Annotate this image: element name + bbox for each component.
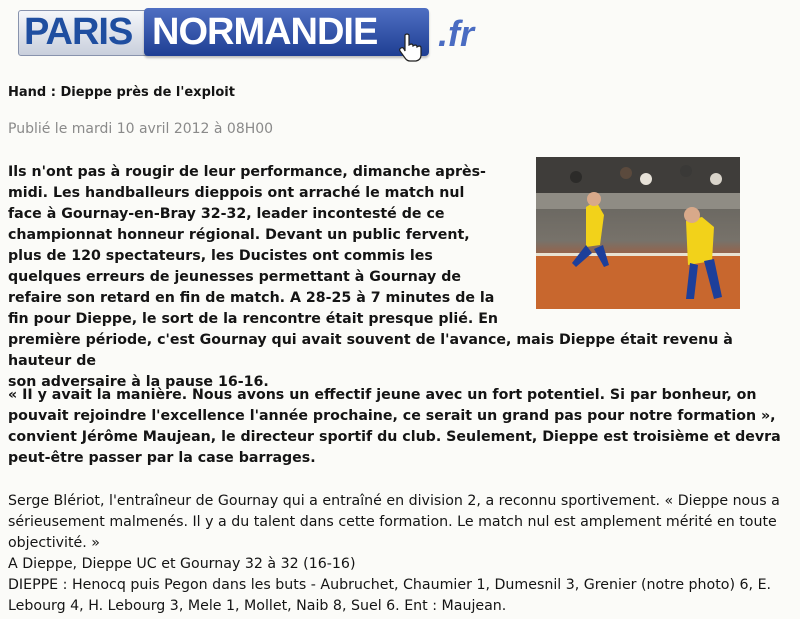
coach-paragraph: Serge Blériot, l'entraîneur de Gournay qui a entraîné en division 2, a reconnu sportivement. « Dieppe nous a sérieusement malmenés. Il y a du talent dans cette formation. Le match nul est amplement mérité en toute objectivité. »	[8, 493, 780, 551]
dieppe-lineup: DIEPPE : Henocq puis Pegon dans les buts - Aubruchet, Chaumier 1, Dumesnil 3, Grenier (notre photo) 6, E. Lebourg 4, H. Lebourg 3, Mele 1, Mollet, Naib 8, Suel 6. Ent : Maujean.	[8, 577, 772, 614]
lead-line: fin pour Dieppe, le sort de la rencontre était presque plié. En	[8, 311, 498, 327]
lead-line: son adversaire à la pause 16-16.	[8, 374, 269, 390]
site-logo[interactable]	[12, 6, 492, 58]
score-line: A Dieppe, Dieppe UC et Gournay 32 à 32 (16-16)	[8, 556, 356, 572]
lead-line: Ils n'ont pas à rougir de leur performance, dimanche après-	[8, 164, 486, 180]
article-quote: « II y avait la manière. Nous avons un effectif jeune avec un fort potentiel. Si par bonheur, on pouvait rejoindre l'excellence l'année prochaine, ce serait un grand pas pour notre formation », convient Jérôme Maujean, le directeur sportif du club. Seulement, Dieppe est troisième et devra peut-être passer par la case barrages.	[8, 387, 781, 466]
article-headline: Hand : Dieppe près de l'exploit	[8, 85, 235, 100]
article-lead	[8, 162, 798, 393]
pointer-hand-icon	[396, 32, 426, 62]
logo-text-normandie: NORMANDIE	[152, 11, 378, 53]
lead-line: quelques erreurs de jeunesses permettant à Gournay de	[8, 269, 461, 285]
article-body	[8, 491, 798, 617]
logo-text-paris: PARIS	[24, 11, 133, 53]
lead-line: première période, c'est Gournay qui avait souvent de l'avance, mais Dieppe était revenu à hauteur de	[8, 332, 733, 369]
lead-line: refaire son retard en fin de match. A 28-25 à 7 minutes de la	[8, 290, 495, 306]
lead-line: midi. Les handballeurs dieppois ont arraché le match nul	[8, 185, 465, 201]
lead-line: championnat honneur régional. Devant un public fervent,	[8, 227, 470, 243]
lead-line: plus de 120 spectateurs, les Ducistes ont commis les	[8, 248, 433, 264]
logo-text-fr: .fr	[438, 13, 474, 54]
lead-line: face à Gournay-en-Bray 32-32, leader incontesté de ce	[8, 206, 445, 222]
publication-date: Publié le mardi 10 avril 2012 à 08H00	[8, 121, 274, 137]
